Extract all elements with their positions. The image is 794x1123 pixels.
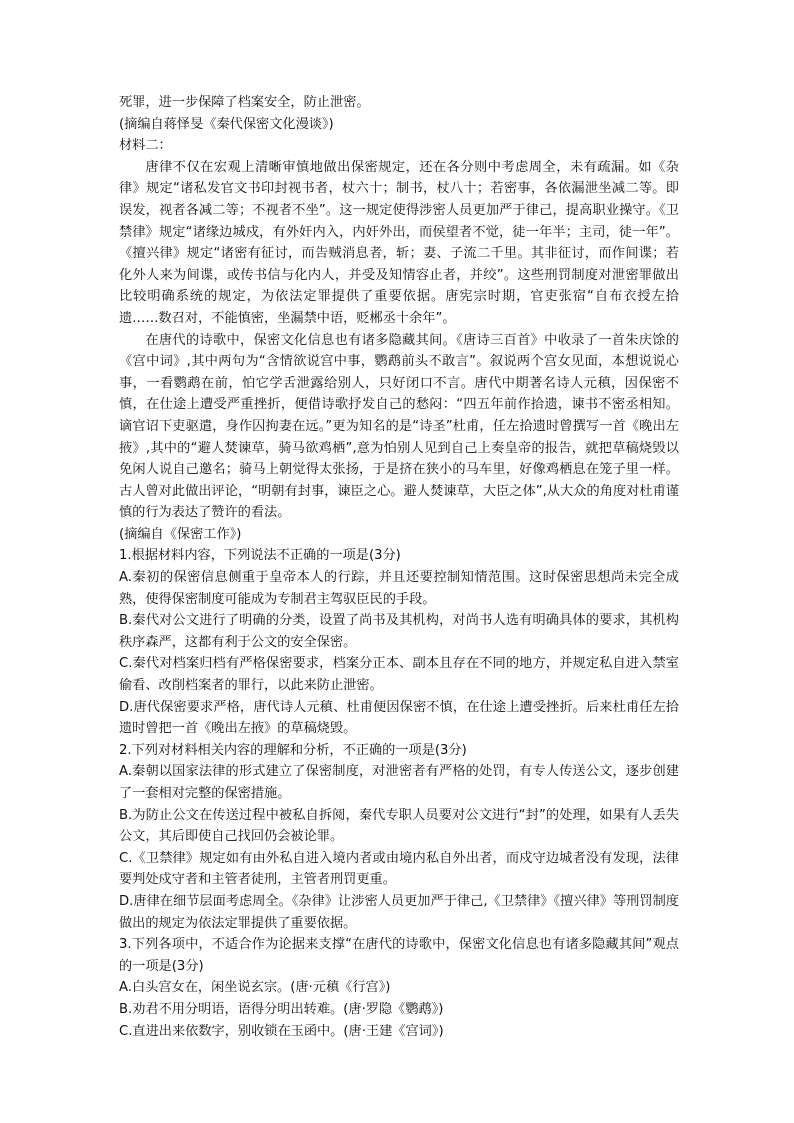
question-1: 1.根据材料内容，下列说法不正确的一项是(3分) <box>119 548 401 564</box>
question-1-option-a: A.秦初的保密信息侧重于皇帝本人的行踪，并且还要控制知情范围。这时保密思想尚未完全成熟，使得保密制度可能成为专制君主驾驭臣民的手段。 <box>119 570 679 607</box>
question-1-option-c: C.秦代对档案归档有严格保密要求，档案分正本、副本且存在不同的地方，并规定私自进入禁室偷看、改削档案者的罪行，以此来防止泄密。 <box>119 656 679 694</box>
question-3-option-b: B.劝君不用分明语，语得分明出转难。(唐·罗隐《鹦鹉》) <box>119 1001 444 1017</box>
material-two-heading: 材料二： <box>119 138 172 154</box>
question-1-option-b: B.秦代对公文进行了明确的分类，设置了尚书及其机构，对尚书人选有明确具体的要求，其机构秩序森严，这都有利于公文的安全保密。 <box>119 613 679 650</box>
question-3-option-c: C.直进出来依数字，别收锁在玉函中。(唐·王建《宫词》) <box>119 1023 444 1039</box>
paragraph-tang-law: 唐律不仅在宏观上清晰审慎地做出保密规定，还在各分则中考虑周全，未有疏漏。如《杂律》规定“诸私发官文书印封视书者，杖六十；制书，杖八十；若密事，各依漏泄坐减二等。即误发，视者各减二等；不视者不坐”。这一规定使得涉密人员更加严于律己，提高职业操守。《卫禁律》规定“诸缘边城戍，有外奸内入，内奸外出，而侯望者不觉，徒一年半；主司，徒一年”。《擅兴律》规定“诸密有征讨，而告贼消息者，斩；妻、子流二千里。其非征讨，而作间谍；若化外人来为间谍，或传书信与化内人，并受及知情容止者，并绞”。这些刑罚制度对泄密罪做出比较明确系统的规定，为依法定罪提供了重要依据。唐宪宗时期，官吏张宿“自布衣授左拾遗……数召对，不能慎密，坐漏禁中语，贬郴丞十余年”。 <box>119 159 679 326</box>
paragraph-continuation: 死罪，进一步保障了档案安全，防止泄密。 <box>119 95 370 110</box>
paragraph-tang-poetry: 在唐代的诗歌中，保密文化信息也有诸多隐藏其间。《唐诗三百首》中收录了一首朱庆馀的《宫中词》,其中两句为“含情欲说宫中事，鹦鹉前头不敢言”。叙说两个宫女见面，本想说说心事，一看鹦鹉在前，怕它学舌泄露给别人，只好闭口不言。唐代中期著名诗人元稹，因保密不慎，在仕途上遭受严重挫折，便借诗歌抒发自己的愁闷：“四五年前作拾遗，谏书不密丞相知。谪官诏下吏驱遣，身作囚拘妻在远。”更为知名的是“诗圣”杜甫，任左拾遗时曾撰写一首《晚出左掖》,其中的“避人焚谏草，骑马欲鸡栖”,意为怕别人见到自己上奏皇帝的报告，就把草稿烧毁以免闲人说自己邀名；骑马上朝觉得太张扬，于是挤在狭小的马车里，好像鸡栖息在笼子里一样。古人曾对此做出评论，“明朝有封事，谏臣之心。避人焚谏草，大臣之体”,从大众的角度对杜甫谨慎的行为表达了赞许的看法。 <box>119 332 679 521</box>
source-citation-2: (摘编自《保密工作》) <box>119 526 242 542</box>
question-2-option-b: B.为防止公文在传送过程中被私自拆阅，秦代专职人员要对公文进行“封”的处理，如果有人丢失公文，其后即使自己找回仍会被论罪。 <box>119 807 679 845</box>
question-1-option-d: D.唐代保密要求严格，唐代诗人元稹、杜甫便因保密不慎，在仕途上遭受挫折。后来杜甫任左拾遗时曾把一首《晚出左掖》的草稿烧毁。 <box>119 699 679 737</box>
question-2: 2.下列对材料相关内容的理解和分析，不正确的一项是(3分) <box>119 742 467 758</box>
question-3: 3.下列各项中，不适合作为论据来支撑“在唐代的诗歌中，保密文化信息也有诸多隐藏其间”观点的一项是(3分) <box>119 937 679 974</box>
document-page <box>119 92 679 1042</box>
question-2-option-c: C.《卫禁律》规定如有由外私自进入境内者或由境内私自外出者，而戍守边城者没有发现，法律要判处戍守者和主管者徒刑，主管者刑罚更重。 <box>119 850 679 888</box>
question-3-option-a: A.白头宫女在，闲坐说玄宗。(唐·元稹《行宫》) <box>119 980 391 996</box>
source-citation-1: (摘编自蒋怿旻《秦代保密文化漫谈》) <box>119 116 334 132</box>
question-2-option-a: A.秦朝以国家法律的形式建立了保密制度，对泄密者有严格的处罚，有专人传送公文，逐步创建了一套相对完整的保密措施。 <box>119 764 679 801</box>
question-2-option-d: D.唐律在细节层面考虑周全。《杂律》让涉密人员更加严于律己,《卫禁律》《擅兴律》等刑罚制度做出的规定为依法定罪提供了重要依据。 <box>119 893 679 931</box>
